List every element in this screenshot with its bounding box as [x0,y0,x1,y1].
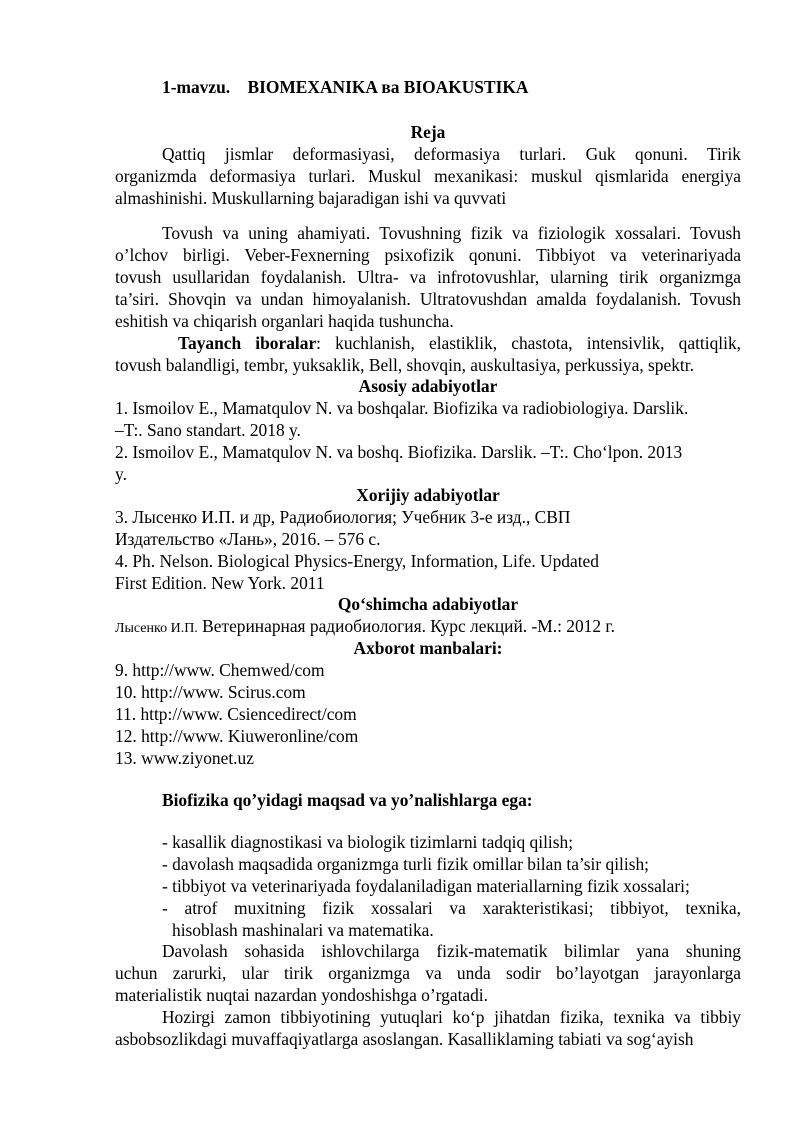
reja-heading: Reja [410,122,446,142]
reja-line: Qattiq jismlar deformasiyasi, deformasiya turlari. Guk qonuni. Tirik [162,144,741,164]
literature-author: Лысенко И.П. [115,621,198,636]
reja-line: eshitish va chiqarish organlari haqida tushuncha. [115,311,454,331]
goal-item: - tibbiyot va veterinariyada foydalaniladigan materiallarning fizik xossalari; [162,876,690,896]
key-terms-label: Tayanch iboralar [178,333,317,353]
key-terms-line: Tayanch iboralar: kuchlanish, elastiklik, chastota, intensivlik, qattiqlik, [178,333,741,353]
biophysics-heading: Biofizika qo’yidagi maqsad va yo’nalishlarga ega: [162,790,533,810]
info-source-item: 12. http://www. Kiuweronline/com [115,726,359,746]
literature-item: y. [115,464,127,484]
goal-item: - atrof muxitning fizik xossalari va xarakteristikasi; tibbiyot, texnika, [162,898,741,918]
goal-item: - kasallik diagnostikasi va biologik tizimlarni tadqiq qilish; [162,832,574,852]
reja-line: ta’siri. Shovqin va undan himoyalanish. Ultratovushdan amalda foydalanish. Tovush [115,289,741,309]
foreign-literature-heading: Xorijiy adabiyotlar [356,485,500,505]
reja-line: tovush usullaridan foydalanish. Ultra- va infrotovushlar, ularning tirik organizmga [115,267,741,287]
topic-title [162,76,528,98]
paragraph-line: materialistik nuqtai nazardan yondoshishga o’rgatadi. [115,985,488,1005]
literature-item: First Edition. New York. 2011 [115,573,325,593]
topic-number: 1-mavzu. [162,77,231,97]
reja-line: organizmda deformasiya turlari. Muskul mexanikasi: muskul qismlarida energiya [115,166,741,186]
literature-item: 1. Ismoilov E., Mamatqulov N. va boshqalar. Biofizika va radiobiologiya. Darslik. [115,398,689,418]
info-source-item: 10. http://www. Scirus.com [115,682,306,702]
additional-literature-heading: Qo‘shimcha adabiyotlar [337,594,519,614]
info-source-item: 11. http://www. Csiencedirect/com [115,704,357,724]
paragraph-line: Davolash sohasida ishlovchilarga fizik-matematik bilimlar yana shuning [162,941,741,961]
literature-item: 4. Ph. Nelson. Biological Physics-Energy, Information, Life. Updated [115,551,599,571]
literature-item: Издательство «Лань», 2016. – 576 с. [115,529,381,549]
paragraph-line: asbobsozlikdagi muvaffaqiyatlarga asoslangan. Kasalliklaming tabiati va sog‘ayish [115,1029,694,1049]
reja-line: almashinishi. Muskullarning bajaradigan ishi va quvvati [115,188,507,208]
key-terms-line: tovush balandligi, tembr, yuksaklik, Bell, shovqin, auskultasiya, perkussiya, spektr. [115,355,694,375]
info-source-item: 9. http://www. Chemwed/com [115,660,325,680]
info-source-item: 13. www.ziyonet.uz [115,748,254,768]
topic-name: BIOMEXANIKA ва BIOAKUSTIKA [247,77,529,97]
main-literature-heading: Asosiy adabiyotlar [358,376,498,396]
reja-line: Tovush va uning ahamiyati. Tovushning fizik va fiziologik xossalari. Tovush [162,223,741,243]
paragraph-line: uchun zarurki, ular tirik organizmga va unda sodir bo’layotgan jarayonlarga [115,963,741,983]
goal-item: - davolash maqsadida organizmga turli fizik omillar bilan ta’sir qilish; [162,854,649,874]
literature-item: Лысенко И.П. Ветеринарная радиобиология. Курс лекций. -М.: 2012 г. [115,616,615,636]
literature-item: 3. Лысенко И.П. и др, Радиобиология; Учебник 3-е изд., СВП [115,507,571,527]
reja-line: o’lchov birligi. Veber-Fexnerning psixofizik qonuni. Tibbiyot va veterinariyada [115,245,741,265]
info-sources-heading: Axborot manbalari: [353,638,503,658]
paragraph-line: Hozirgi zamon tibbiyotining yutuqlari ko‘p jihatdan fizika, texnika va tibbiy [162,1007,741,1027]
literature-item: –T:. Sano standart. 2018 y. [115,420,301,440]
literature-item: 2. Ismoilov E., Mamatqulov N. va boshq. Biofizika. Darslik. –T:. Cho‘lpon. 2013 [115,442,683,462]
goal-item-continued: hisoblash mashinalari va matematika. [172,920,434,940]
